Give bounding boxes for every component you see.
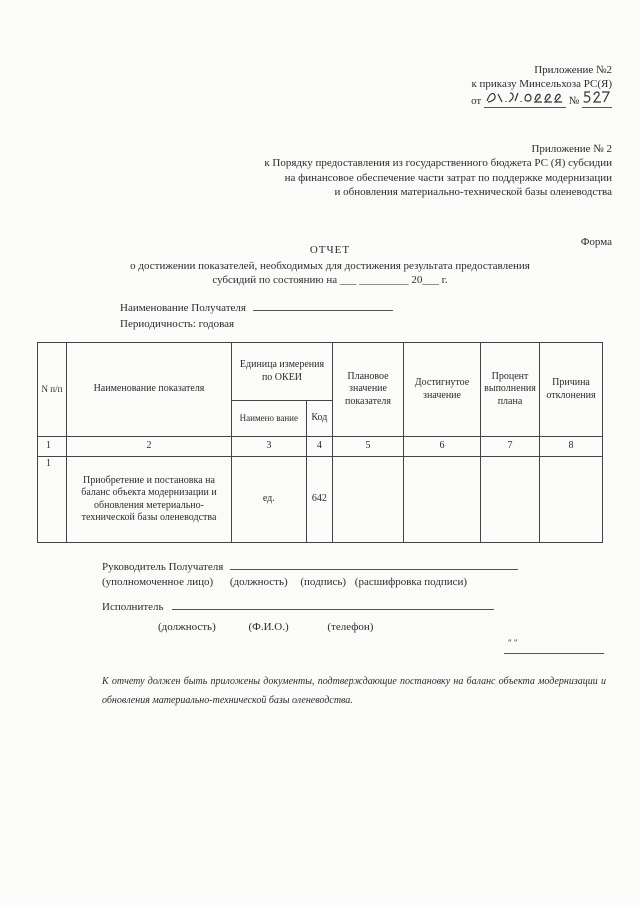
head-label: Руководитель Получателя <box>102 561 224 573</box>
attachment-note: К отчету должен быть приложены документы, подтверждающие постановку на баланс объекта модернизации и обновления материально-технической базы оленеводства. <box>102 676 606 706</box>
order-date-line <box>312 90 612 108</box>
executor-line <box>102 601 494 613</box>
col-number: 1 <box>38 437 67 457</box>
row-plan <box>333 457 404 543</box>
header-percent: Процент выполнения плана <box>481 343 540 437</box>
row-unit-name: ед. <box>232 457 307 543</box>
table-row <box>38 457 603 543</box>
header-unit-code: Код <box>306 401 332 437</box>
head-signature-line <box>102 561 518 573</box>
head-signature-field <box>230 569 518 570</box>
header-indicator-name: Наименование показателя <box>67 343 232 437</box>
appendix-2-line-3: на финансовое обеспечение части затрат по поддержке модернизации <box>284 171 612 184</box>
report-subtitle-2: субсидий по состоянию на ___ _________ 20___ г. <box>212 274 448 286</box>
col-number: 7 <box>481 437 540 457</box>
recipient-line <box>120 302 393 314</box>
col-number: 4 <box>306 437 332 457</box>
appendix-header-2 <box>172 142 612 199</box>
appendix-title: Приложение №2 <box>534 64 612 76</box>
appendix-header-1 <box>312 64 612 108</box>
header-achieved: Достигнутое значение <box>404 343 481 437</box>
row-achieved <box>404 457 481 543</box>
header-reason: Причина отклонения <box>540 343 603 437</box>
head-hint-signature: (подпись) <box>300 576 347 588</box>
appendix-2-title: Приложение № 2 <box>531 143 612 155</box>
header-unit: Единица измерения по ОКЕИ <box>232 343 333 401</box>
number-prefix: № <box>568 95 580 107</box>
header-unit-name: Наимено вание <box>232 401 307 437</box>
head-hint-position: (должность) <box>229 576 288 588</box>
row-reason <box>540 457 603 543</box>
row-indicator-name: Приобретение и постановка на баланс объекта модернизации и обновления метериально-технической базы оленеводства <box>67 457 232 543</box>
col-number: 2 <box>67 437 232 457</box>
col-number: 3 <box>232 437 307 457</box>
exec-hint-position: (должность) <box>158 621 216 633</box>
report-table <box>37 342 603 543</box>
row-unit-code: 642 <box>306 457 332 543</box>
report-title: ОТЧЕТ <box>309 244 351 256</box>
executor-label: Исполнитель <box>102 601 164 613</box>
date-field <box>504 653 604 654</box>
col-number: 8 <box>540 437 603 457</box>
handwritten-date <box>484 90 566 108</box>
header-plan: Плановое значение показателя <box>333 343 404 437</box>
report-subtitle-1: о достижении показателей, необходимых для достижения результата предоставления <box>130 260 530 272</box>
column-numbers-row <box>38 437 603 457</box>
handwritten-number <box>582 90 612 108</box>
recipient-field <box>253 310 393 311</box>
periodicity: Периодичность: годовая <box>120 318 235 330</box>
col-number: 6 <box>404 437 481 457</box>
executor-field <box>172 609 494 610</box>
col-number: 5 <box>333 437 404 457</box>
head-hint-authorized: (уполномоченное лицо) <box>102 576 214 588</box>
head-hints <box>102 576 562 588</box>
executor-hints <box>158 621 458 633</box>
head-hint-decoding: (расшифровка подписи) <box>354 576 468 588</box>
handwritten-date-stroke <box>484 90 566 104</box>
row-num: 1 <box>38 457 67 543</box>
row-percent <box>481 457 540 543</box>
appendix-2-line-2: к Порядку предоставления из государственного бюджета РС (Я) субсидии <box>264 157 612 170</box>
order-reference: к приказу Минсельхоза РС(Я) <box>471 78 612 90</box>
handwritten-number-stroke <box>582 90 612 104</box>
form-label: Форма <box>580 236 612 248</box>
exec-hint-phone: (телефон) <box>327 621 374 633</box>
recipient-label: Наименование Получателя <box>120 302 246 314</box>
header-num: N п/п <box>38 343 67 437</box>
exec-hint-name: (Ф.И.О.) <box>248 621 289 633</box>
date-prefix: от <box>471 95 482 107</box>
table-header-row <box>38 343 603 401</box>
date-quotes: " " <box>508 638 518 648</box>
appendix-2-line-4: и обновления материально-технической базы оленеводства <box>334 185 612 198</box>
